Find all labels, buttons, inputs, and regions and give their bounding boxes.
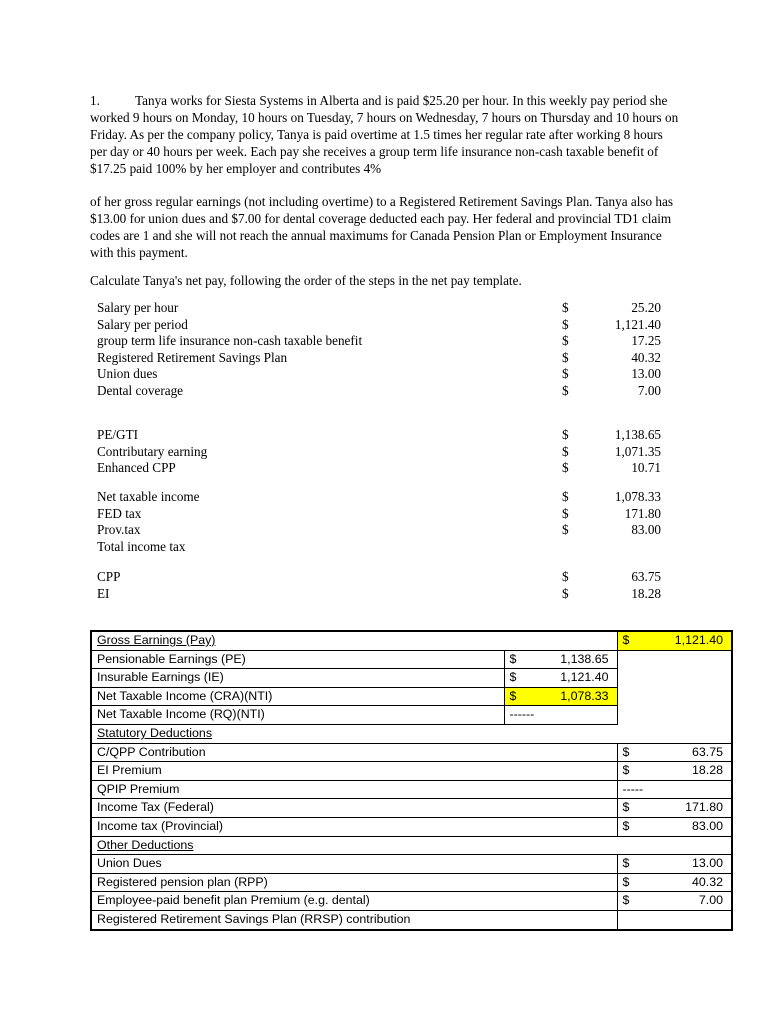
calc-value: 1,138.65 — [614, 427, 661, 442]
statutory-heading: Statutory Deductions — [91, 724, 504, 743]
gross-earnings-currency: $ — [622, 633, 630, 647]
calc-label: Salary per period — [97, 316, 188, 332]
empty-cell — [617, 724, 732, 743]
insurable-label: Insurable Earnings (IE) — [91, 669, 504, 688]
calc-value: 40.32 — [631, 349, 661, 365]
calc-label: EI — [97, 585, 110, 601]
fed-tax-value-cell — [617, 799, 732, 818]
calc-row — [97, 427, 677, 444]
calc-currency: $ — [562, 349, 569, 365]
prov-tax-value: 83.00 — [691, 818, 723, 833]
union-currency: $ — [622, 856, 630, 871]
gross-earnings-label: Gross Earnings (Pay) — [91, 631, 504, 650]
calc-value: 17.25 — [631, 333, 661, 348]
calc-row — [97, 522, 677, 539]
calc-currency: $ — [562, 316, 569, 332]
empty-cell — [617, 650, 732, 724]
ei-value: 18.28 — [691, 763, 723, 778]
insurable-currency: $ — [509, 670, 517, 685]
union-value-cell — [617, 855, 732, 874]
fed-tax-currency: $ — [622, 800, 630, 815]
calc-label: Contributary earning — [97, 443, 208, 459]
calc-value: 83.00 — [631, 522, 661, 537]
calc-label: Net taxable income — [97, 489, 200, 504]
rrsp-label: Registered Retirement Savings Plan (RRSP) contribution — [91, 910, 617, 929]
calc-group-cpp-ei — [97, 569, 677, 602]
pensionable-value-cell — [504, 650, 617, 669]
cqpp-label: C/QPP Contribution — [91, 743, 617, 762]
ei-label: EI Premium — [91, 762, 617, 781]
union-value: 13.00 — [691, 856, 723, 871]
row-other-heading — [91, 836, 732, 855]
calc-row — [97, 333, 677, 350]
calc-label: Prov.tax — [97, 522, 141, 537]
problem-text-1: Tanya works for Siesta Systems in Alberta and is paid $25.20 per hour. In this weekly pay period she worked 9 hours on Monday, 10 hours on Tuesday, 7 hours on Wednesday, 7 hours on Thursday and 10 hours on Friday. As per the company policy, Tanya is paid overtime at 1.5 times her regular rate after working 8 hours per day or 40 hours per week. Each pay she receives a group term life insurance non-cash taxable benefit of $17.25 paid 100% by her employer and contributes 4% — [90, 93, 679, 176]
nti-rq-value: ------ — [504, 706, 617, 725]
benefit-label: Employee-paid benefit plan Premium (e.g. dental) — [91, 892, 617, 911]
nti-cra-value-cell — [504, 687, 617, 706]
rpp-currency: $ — [622, 874, 630, 889]
calc-currency: $ — [562, 489, 569, 504]
calc-currency: $ — [562, 333, 569, 348]
calc-group-earnings — [97, 300, 677, 399]
calc-value: 1,078.33 — [614, 489, 661, 504]
nti-cra-currency: $ — [509, 688, 517, 703]
calc-label: Enhanced CPP — [97, 460, 176, 475]
union-label: Union Dues — [91, 855, 617, 874]
nti-cra-label: Net Taxable Income (CRA)(NTI) — [91, 687, 504, 706]
calc-label: Total income tax — [97, 538, 186, 554]
row-rrsp — [91, 910, 732, 929]
other-deductions-heading: Other Deductions — [91, 836, 504, 855]
benefit-value: 7.00 — [698, 893, 723, 908]
row-statutory-heading — [91, 724, 732, 743]
row-prov-tax — [91, 817, 732, 836]
calc-currency: $ — [562, 443, 569, 459]
fed-tax-value: 171.80 — [685, 800, 723, 815]
calc-currency: $ — [562, 366, 569, 381]
benefit-value-cell — [617, 892, 732, 911]
calc-currency: $ — [562, 427, 569, 442]
insurable-value: 1,121.40 — [560, 670, 609, 685]
cqpp-currency: $ — [622, 744, 630, 759]
row-rpp — [91, 873, 732, 892]
gross-earnings-value: 1,121.40 — [674, 633, 723, 647]
problem-text-2: of her gross regular earnings (not including overtime) to a Registered Retirement Savings Plan. Tanya also has $13.00 for union dues and $7.00 for dental coverage deducted each pay. Her federal and provincial TD1 claim codes are 1 and she will not reach the annual maximums for Canada Pension Plan or Employment Insurance with this payment. — [90, 194, 673, 260]
calc-currency: $ — [562, 300, 569, 315]
calc-row — [97, 506, 677, 523]
calc-currency: $ — [562, 585, 569, 601]
calc-value: 1,071.35 — [614, 443, 661, 459]
prov-tax-value-cell — [617, 817, 732, 836]
calc-value: 1,121.40 — [614, 316, 661, 332]
calc-value: 171.80 — [624, 505, 661, 521]
rpp-label: Registered pension plan (RPP) — [91, 873, 617, 892]
calc-currency: $ — [562, 505, 569, 521]
ei-value-cell — [617, 762, 732, 781]
rpp-value-cell — [617, 873, 732, 892]
empty-cell — [504, 631, 617, 650]
calc-label: Union dues — [97, 366, 158, 381]
gross-earnings-value-cell — [617, 631, 732, 650]
calc-row — [97, 539, 677, 556]
prov-tax-label: Income tax (Provincial) — [91, 817, 617, 836]
calc-label: CPP — [97, 569, 121, 584]
calc-label: group term life insurance non-cash taxable benefit — [97, 333, 363, 348]
fed-tax-label: Income Tax (Federal) — [91, 799, 617, 818]
cqpp-value: 63.75 — [691, 744, 723, 759]
net-pay-template-table — [90, 630, 733, 931]
calc-currency: $ — [562, 522, 569, 537]
calc-row — [97, 460, 677, 477]
calc-value: 18.28 — [631, 585, 661, 601]
row-qpip — [91, 780, 732, 799]
calc-label: Salary per hour — [97, 300, 179, 315]
instruction-text: Calculate Tanya's net pay, following the order of the steps in the net pay template. — [90, 273, 522, 288]
row-benefit — [91, 892, 732, 911]
calc-value: 13.00 — [631, 366, 661, 381]
pensionable-label: Pensionable Earnings (PE) — [91, 650, 504, 669]
calc-row — [97, 569, 677, 586]
pensionable-value: 1,138.65 — [560, 651, 609, 666]
empty-cell — [617, 910, 732, 929]
calc-value: 25.20 — [631, 300, 661, 315]
calc-row — [97, 300, 677, 317]
rpp-value: 40.32 — [691, 874, 723, 889]
problem-paragraph-1 — [90, 92, 680, 177]
calc-label: FED tax — [97, 505, 142, 521]
ei-currency: $ — [622, 763, 630, 778]
problem-number: 1. — [90, 93, 100, 108]
row-pensionable — [91, 650, 732, 669]
calc-currency: $ — [562, 569, 569, 584]
empty-cell — [617, 836, 732, 855]
nti-cra-value: 1,078.33 — [560, 688, 609, 703]
benefit-currency: $ — [622, 893, 630, 908]
calc-row — [97, 383, 677, 400]
calc-value: 10.71 — [631, 460, 661, 475]
calc-currency: $ — [562, 382, 569, 398]
calc-row — [97, 366, 677, 383]
pensionable-currency: $ — [509, 651, 517, 666]
row-fed-tax — [91, 799, 732, 818]
calc-row — [97, 350, 677, 367]
calc-label: Registered Retirement Savings Plan — [97, 349, 288, 365]
calc-row — [97, 317, 677, 334]
row-ei — [91, 762, 732, 781]
prov-tax-currency: $ — [622, 818, 630, 833]
row-gross-earnings — [91, 631, 732, 650]
empty-cell — [504, 724, 617, 743]
calc-value: 7.00 — [637, 382, 661, 398]
qpip-value: ----- — [617, 780, 732, 799]
cqpp-value-cell — [617, 743, 732, 762]
qpip-label: QPIP Premium — [91, 780, 617, 799]
calc-label: PE/GTI — [97, 427, 139, 442]
calc-row — [97, 444, 677, 461]
calc-row — [97, 489, 677, 506]
calc-group-pe — [97, 427, 677, 477]
calc-group-tax — [97, 489, 677, 555]
row-union — [91, 855, 732, 874]
row-cqpp — [91, 743, 732, 762]
calc-row — [97, 586, 677, 603]
calc-value: 63.75 — [631, 569, 661, 584]
calc-currency: $ — [562, 460, 569, 475]
calc-label: Dental coverage — [97, 382, 184, 398]
nti-rq-label: Net Taxable Income (RQ)(NTI) — [91, 706, 504, 725]
insurable-value-cell — [504, 669, 617, 688]
empty-cell — [504, 836, 617, 855]
